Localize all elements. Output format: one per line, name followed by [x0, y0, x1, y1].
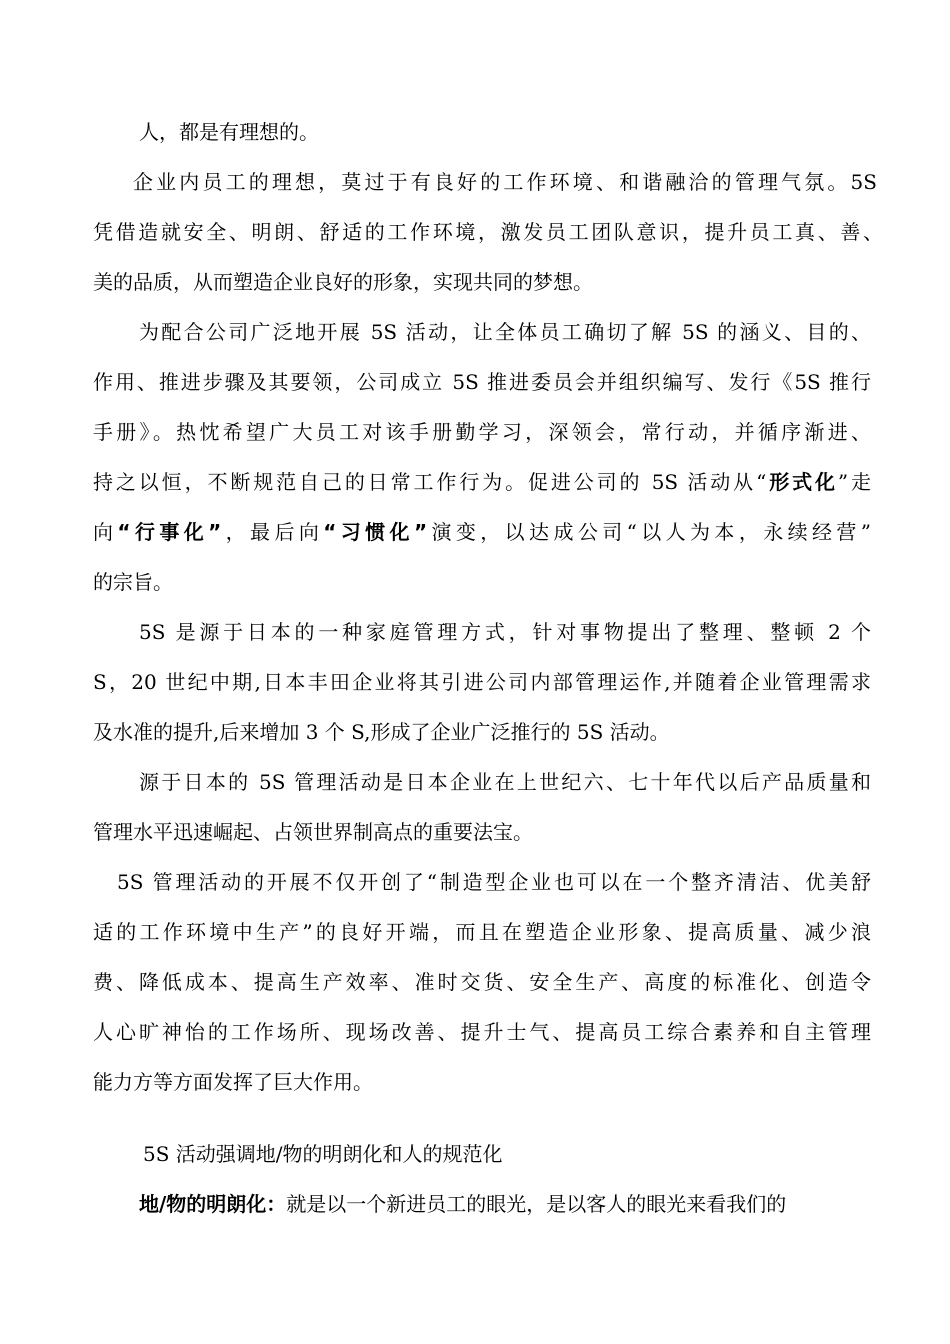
- paragraph-line: 为配合公司广泛地开展 5S 活动，让全体员工确切了解 5S 的涵义、目的、: [139, 320, 871, 344]
- paragraph-line: [93, 468, 871, 496]
- text-run: ，最后向: [221, 520, 324, 544]
- paragraph-line: [93, 518, 871, 546]
- text-run: “以人为本，永续经营”: [626, 520, 872, 544]
- paragraph-line: 的宗旨。: [93, 570, 173, 594]
- paragraph-line: 能力方等方面发挥了巨大作用。: [93, 1070, 373, 1094]
- paragraph-line: 适的工作环境中生产”的良好开端，而且在塑造企业形象、提高质量、减少浪: [93, 920, 871, 944]
- paragraph-line: 5S 是源于日本的一种家庭管理方式，针对事物提出了整理、整顿 2 个: [139, 620, 871, 644]
- emphasis-term: 地/物的明朗化：: [139, 1192, 287, 1216]
- paragraph-line: 手册》。热忱希望广大员工对该手册勤学习，深领会，常行动，并循序渐进、: [93, 420, 871, 444]
- quote-mark: “: [756, 470, 767, 494]
- paragraph-line: 5S 管理活动的开展不仅开创了“制造型企业也可以在一个整齐清洁、优美舒: [117, 870, 871, 894]
- paragraph-line: 人心旷神怡的工作场所、现场改善、提升士气、提高员工综合素养和自主管理: [93, 1020, 871, 1044]
- text-run: ”走: [837, 470, 871, 494]
- text-run: 就是以一个新进员工的眼光，是以客人的眼光来看我们的: [286, 1192, 787, 1216]
- paragraph-line: 管理水平迅速崛起、占领世界制高点的重要法宝。: [93, 820, 533, 844]
- paragraph-line: 美的品质，从而塑造企业良好的形象，实现共同的梦想。: [93, 270, 593, 294]
- text-run: 向: [93, 520, 118, 544]
- paragraph-line: 及水准的提升,后来增加 3 个 S,形成了企业广泛推行的 5S 活动。: [93, 720, 670, 744]
- emphasis-term: “习惯化”: [323, 520, 428, 544]
- text-run: 持之以恒，不断规范自己的日常工作行为。促进公司的 5S 活动从: [93, 470, 757, 494]
- paragraph-line: 企业内员工的理想，莫过于有良好的工作环境、和谐融洽的管理气氛。5S: [133, 170, 877, 194]
- paragraph-line: [139, 1190, 879, 1218]
- paragraph-intro: 人，都是有理想的。: [139, 120, 319, 144]
- paragraph-line: 作用、推进步骤及其要领，公司成立 5S 推进委员会并组织编写、发行《5S 推行: [93, 370, 871, 394]
- emphasis-term: 形式化: [766, 470, 838, 494]
- paragraph-line: 凭借造就安全、明朗、舒适的工作环境，激发员工团队意识，提升员工真、善、: [93, 220, 883, 244]
- paragraph-line: 费、降低成本、提高生产效率、准时交货、安全生产、高度的标准化、创造令: [93, 970, 871, 994]
- paragraph-line: S，20 世纪中期,日本丰田企业将其引进公司内部管理运作,并随着企业管理需求: [93, 670, 871, 694]
- emphasis-term: “行事化”: [117, 520, 222, 544]
- section-heading: 5S 活动强调地/物的明朗化和人的规范化: [143, 1142, 503, 1166]
- text-run: 演变，以达成公司: [427, 520, 627, 544]
- paragraph-line: 源于日本的 5S 管理活动是日本企业在上世纪六、七十年代以后产品质量和: [139, 770, 871, 794]
